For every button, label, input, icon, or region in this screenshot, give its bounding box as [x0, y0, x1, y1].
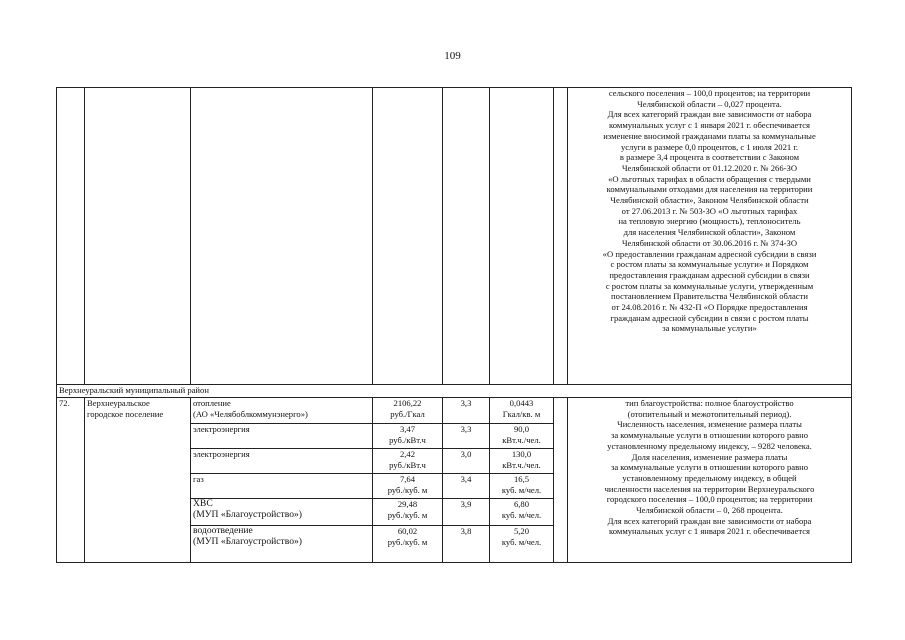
volume-value: 0,0443	[509, 398, 534, 408]
service-name-line: отопление	[193, 398, 231, 408]
volume-cell	[490, 424, 554, 449]
tariff-value: 3,47	[399, 424, 416, 434]
volume-value: 6,80	[513, 499, 530, 509]
service-name-line: (АО «Челябоблкоммунэнерго»)	[193, 408, 308, 419]
text-line: «О льготных тарифах в области обращения с твердыми	[608, 173, 811, 184]
settlement-name-line: городское поселение	[87, 408, 164, 419]
text-line: коммунальных услуг с 1 января 2021 г. обеспечивается	[609, 526, 810, 537]
text-line: изменение вносимой гражданами платы за коммунальные	[603, 130, 816, 141]
text-line: для населения Челябинской области», Законом	[623, 227, 796, 238]
text-line: от 27.06.2013 г. № 503-ЗО «О льготных тарифах	[621, 205, 798, 216]
text-line: коммунальных услуг с 1 января 2021 г. обеспечивается	[609, 120, 810, 131]
service-name	[191, 526, 373, 563]
tariff-value: 29,48	[397, 499, 418, 509]
text-line: тип благоустройства: полное благоустройство	[625, 398, 794, 408]
service-name-line: (МУП «Благоустройство»)	[193, 535, 302, 547]
text-line: за коммунальные услуги»	[662, 323, 757, 334]
volume-cell	[490, 499, 554, 526]
text-line: Для всех категорий граждан вне зависимости от набора	[607, 109, 812, 120]
volume-unit: куб. м/чел.	[501, 509, 542, 520]
volume-value: 130,0	[511, 449, 532, 459]
tariff-unit: руб./кВт.ч	[389, 459, 426, 470]
volume-cell	[490, 474, 554, 499]
volume-unit: кВт.ч./чел.	[502, 459, 541, 470]
text-line: «О предоставлении гражданам адресной субсидии в связи	[602, 248, 817, 259]
empty-cell	[554, 398, 568, 563]
tariff-unit: руб./куб. м	[387, 509, 428, 520]
tariff-cell	[373, 424, 443, 449]
tariff-unit: руб./кВт.ч	[389, 434, 426, 445]
tariff-unit: руб./куб. м	[387, 484, 428, 495]
service-name	[191, 449, 373, 474]
entry-description	[568, 398, 852, 563]
district-title: Верхнеуральский муниципальный район	[57, 385, 852, 398]
increase-cell: 3,8	[443, 526, 490, 563]
service-name	[191, 499, 373, 526]
increase-cell: 3,9	[443, 499, 490, 526]
text-line: от 24.08.2016 г. № 432-П «О Порядке предоставления	[611, 302, 808, 313]
empty-cell	[191, 88, 373, 385]
text-line: Челябинской области – 0, 268 процента.	[636, 505, 783, 516]
text-line: за коммунальные услуги в отношении которого равно	[610, 430, 809, 441]
volume-value: 90,0	[513, 424, 530, 434]
volume-cell	[490, 398, 554, 424]
continuation-row	[57, 88, 852, 385]
empty-cell	[443, 88, 490, 385]
tariff-cell	[373, 449, 443, 474]
increase-cell: 3,0	[443, 449, 490, 474]
service-name-line: электроэнергия	[193, 424, 250, 434]
text-line: городского поселения – 100,0 процентов; на территории	[606, 494, 813, 505]
volume-value: 16,5	[513, 474, 530, 484]
text-line: Доля населения, изменение размера платы	[631, 451, 788, 462]
text-line: Для всех категорий граждан вне зависимости от набора	[607, 515, 812, 526]
increase-cell: 3,4	[443, 474, 490, 499]
text-line: коммунальными отходами для населения на территории	[606, 184, 813, 195]
increase-cell: 3,3	[443, 424, 490, 449]
tariff-value: 2106,22	[393, 398, 422, 408]
text-line: предоставления гражданам адресной субсидии в связи	[609, 269, 810, 280]
service-name	[191, 398, 373, 424]
text-line: сельского поселения – 100,0 процентов; на территории	[608, 88, 811, 98]
tariff-value: 7,64	[399, 474, 416, 484]
text-line: установленному предельному индексу, – 9282 человека.	[607, 440, 812, 451]
tariff-table	[56, 87, 852, 563]
text-line: постановлением Правительства Челябинской области	[611, 291, 808, 302]
tariff-cell	[373, 398, 443, 424]
tariff-value: 60,02	[397, 526, 418, 536]
service-name	[191, 474, 373, 499]
text-line: установленному предельному индексу, в общей	[622, 472, 797, 483]
text-line: с ростом платы за коммунальные услуги, утвержденным	[605, 280, 814, 291]
tariff-cell	[373, 499, 443, 526]
text-line: Челябинской области», Законом Челябинской области	[610, 195, 809, 206]
empty-cell	[554, 88, 568, 385]
text-line: гражданам адресной субсидии в связи с ростом платы	[610, 312, 809, 323]
volume-unit: кВт.ч./чел.	[502, 434, 541, 445]
empty-cell	[373, 88, 443, 385]
text-line: (отопительный и межотопительный период).	[627, 408, 792, 419]
volume-unit: Гкал/кв. м	[502, 408, 541, 419]
increase-cell: 3,3	[443, 398, 490, 424]
volume-value: 5,20	[513, 526, 530, 536]
district-row	[57, 385, 852, 398]
text-line: с ростом платы за коммунальные услуги» и Порядком	[610, 259, 809, 270]
empty-cell	[490, 88, 554, 385]
continuation-description	[568, 88, 852, 385]
text-line: численности населения на территории Верхнеуральского	[604, 483, 815, 494]
volume-unit: куб. м/чел.	[501, 484, 542, 495]
settlement-name-line: Верхнеуральское	[87, 398, 150, 408]
tariff-cell	[373, 474, 443, 499]
settlement-name	[85, 398, 191, 563]
service-name-line: электроэнергия	[193, 449, 250, 459]
tariff-value: 2,42	[399, 449, 416, 459]
service-name-line: ХВС	[193, 498, 213, 509]
empty-cell	[57, 88, 85, 385]
text-line: за коммунальные услуги в отношении которого равно	[610, 462, 809, 473]
service-row	[57, 398, 852, 424]
text-line: в размере 3,4 процента в соответствии с Законом	[619, 152, 800, 163]
tariff-cell	[373, 526, 443, 563]
tariff-unit: руб./куб. м	[387, 536, 428, 547]
service-name-line: водоотведение	[193, 525, 253, 536]
page-number: 109	[444, 50, 461, 62]
text-line: Челябинской области от 30.06.2016 г. № 374-ЗО	[621, 237, 798, 248]
tariff-unit: руб./Гкал	[390, 408, 425, 419]
volume-unit: куб. м/чел.	[501, 536, 542, 547]
volume-cell	[490, 449, 554, 474]
entry-number: 72.	[57, 398, 85, 563]
text-line: Численность населения, изменение размера платы	[617, 419, 802, 430]
text-line: Челябинской области от 01.12.2020 г. № 266-ЗО	[621, 162, 798, 173]
text-line: Челябинской области – 0,027 процента.	[637, 98, 782, 109]
text-line: на тепловую энергию (мощность), теплоноситель	[618, 216, 801, 227]
volume-cell	[490, 526, 554, 563]
empty-cell	[85, 88, 191, 385]
service-name-line: газ	[193, 474, 204, 484]
text-line: услуги в размере 0,0 процентов, с 1 июля 2021 г.	[620, 141, 799, 152]
service-name-line: (МУП «Благоустройство»)	[193, 508, 302, 520]
service-name	[191, 424, 373, 449]
